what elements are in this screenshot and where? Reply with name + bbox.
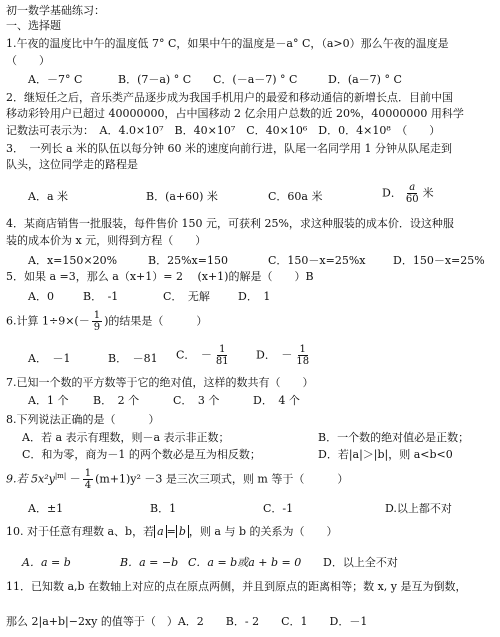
- question-1-option-c: C．(－a－7) ° C: [213, 73, 298, 86]
- question-9-stem: [6, 468, 348, 491]
- abs-value-b: b: [176, 525, 189, 538]
- question-3-option-a: A．a 米: [28, 190, 68, 203]
- question-10-option-b: B．a = −b: [120, 556, 179, 569]
- question-10-option-c: C．a = b或a + b = 0: [188, 556, 302, 569]
- question-3-line-1: 3． 一列长 a 米的队伍以每分钟 60 米的速度向前行进，队尾一名同学用 1 分钟从队尾走到: [6, 142, 453, 155]
- question-4-option-d: D．150－x=25%: [393, 254, 485, 267]
- question-6-option-a: A． －1: [28, 352, 71, 365]
- question-5-option-c: C． 无解: [163, 290, 210, 303]
- question-9-option-c: C．-1: [263, 502, 294, 515]
- question-6-stem-post: )的结果是（ ）: [104, 314, 208, 328]
- fraction-1-over-81: [214, 344, 231, 367]
- fraction-denominator: 4: [84, 480, 92, 491]
- equals-sign: =: [166, 525, 176, 538]
- question-9-term-1: 9.若 5x²y: [6, 472, 55, 486]
- question-2-line-3: 记数法可表示为： A．4.0×10⁷ B．40×10⁷ C．40×10⁶ D．0．4×10⁸ （ ）: [6, 124, 441, 137]
- question-9-option-d: D.以上都不对: [385, 502, 452, 515]
- question-7-option-c: C． 3 个: [173, 394, 220, 407]
- question-5-option-b: B． -1: [83, 290, 119, 303]
- question-3-option-d: [382, 182, 434, 205]
- question-3-line-2: 队头，这位同学走的路程是: [6, 158, 138, 171]
- question-7-option-a: A．1 个: [28, 394, 69, 407]
- question-6-option-d: [256, 344, 313, 367]
- question-8-option-b: B．一个数的绝对值必是正数；: [318, 431, 470, 444]
- question-1-option-b: B．(7－a) ° C: [118, 73, 192, 86]
- question-8-stem: 8.下列说法正确的是（ ）: [6, 413, 160, 426]
- question-10-option-d: D．以上全不对: [323, 556, 398, 569]
- fraction-numerator: 1: [219, 344, 226, 355]
- question-7-option-d: D． 4 个: [253, 394, 300, 407]
- question-9-stem-post: (m+1)y² －3 是三次三项式，则 m 等于（ ）: [95, 472, 349, 486]
- fraction-1-over-4: [83, 468, 93, 491]
- unit-label: 米: [422, 186, 434, 200]
- fraction-numerator: 1: [84, 468, 92, 479]
- question-10-option-a: A．a = b: [22, 556, 71, 569]
- question-4-line-2: 装的成本价为 x 元，则得到方程（ ）: [6, 234, 207, 247]
- fraction-denominator: 60: [405, 194, 419, 205]
- question-3-option-b: B．(a+60) 米: [146, 190, 218, 203]
- question-1-option-d: D．(a－7) ° C: [328, 73, 402, 86]
- question-4-option-b: B．25%x=150: [148, 254, 228, 267]
- question-4-option-c: C．150－x=25%x: [268, 254, 366, 267]
- question-8-option-c: C．和为零，商为－1 的两个数必是互为相反数；: [22, 448, 261, 461]
- question-8-option-a: A．若 a 表示有理数，则－a 表示非正数；: [22, 431, 230, 444]
- question-3-option-d-label: D．: [382, 186, 402, 200]
- question-1-option-a: A．－7° C: [28, 73, 83, 86]
- question-1-stem: 1.午夜的温度比中午的温度低 7° C，如果中午的温度是－a° C，（a>0）那么午夜的温度是: [6, 37, 449, 50]
- question-7-stem: 7.已知一个数的平方数等于它的绝对值，这样的数共有（ ）: [6, 376, 314, 389]
- fraction-1-over-18: [294, 344, 311, 367]
- page-title: 初一数学基础练习：: [6, 4, 105, 17]
- fraction-1-over-9: [92, 310, 102, 333]
- fraction-denominator: 18: [296, 356, 310, 367]
- question-10-stem: [6, 525, 338, 539]
- question-6-option-b: B． －81: [108, 352, 158, 365]
- question-7-option-b: B． 2 个: [93, 394, 140, 407]
- section-heading: 一、选择题: [6, 19, 61, 32]
- question-5-option-a: A．0: [28, 290, 54, 303]
- option-label: D． －: [256, 348, 293, 362]
- minus-sign: －: [66, 472, 81, 486]
- question-5-stem: 5．如果 a =3，那么 a（x+1）= 2 (x+1)的解是（ ）B: [6, 270, 314, 283]
- question-8-option-d: D．若|a|＞|b|，则 a<b<0: [318, 448, 453, 461]
- question-10-stem-post: ，则 a 与 b 的关系为（ ）: [188, 525, 338, 538]
- question-1-paren: （ ）: [6, 54, 50, 67]
- option-label: C． －: [176, 348, 212, 362]
- question-9-option-b: B．1: [150, 502, 177, 515]
- question-5-option-d: D． 1: [238, 290, 271, 303]
- question-4-option-a: A．x=150×20%: [28, 254, 118, 267]
- question-9-option-a: A．±1: [28, 502, 64, 515]
- question-2-line-2: 移动彩铃用户已超过 40000000，占中国移动 2 亿余用户总数的近 20%，40000000 用科学: [6, 107, 464, 120]
- fraction-numerator: a: [409, 182, 416, 193]
- fraction-a-over-60: [404, 182, 421, 205]
- question-6-stem-pre: 6.计算 1÷9×(－: [6, 314, 90, 328]
- question-2-line-1: 2．继短任之后，音乐类产品逐步成为我国手机用户的最爱和移动通信的新增长点．目前中国: [6, 91, 453, 104]
- fraction-numerator: 1: [299, 344, 306, 355]
- question-6-option-c: [176, 344, 233, 367]
- question-6-stem: [6, 310, 207, 333]
- fraction-denominator: 9: [93, 322, 101, 333]
- question-11-line-1: 11．已知数 a,b 在数轴上对应的点在原点两侧，并且到原点的距离相等；数 x, y 是互为倒数，: [6, 580, 467, 593]
- fraction-denominator: 81: [215, 356, 229, 367]
- exponent-abs-m: |m|: [54, 471, 67, 480]
- question-4-line-1: 4．某商店销售一批服装，每件售价 150 元，可获利 25%，求这种服装的成本价．设这种服: [6, 217, 454, 230]
- question-10-stem-pre: 10. 对于任意有理数 a、b，若: [6, 525, 155, 538]
- fraction-numerator: 1: [93, 310, 101, 321]
- question-3-option-c: C．60a 米: [268, 190, 323, 203]
- question-11-line-2: 那么 2|a+b|−2xy 的值等于（ ）A．2 B．- 2 C．1 D．－1: [6, 615, 368, 628]
- abs-value-a: a: [154, 525, 167, 538]
